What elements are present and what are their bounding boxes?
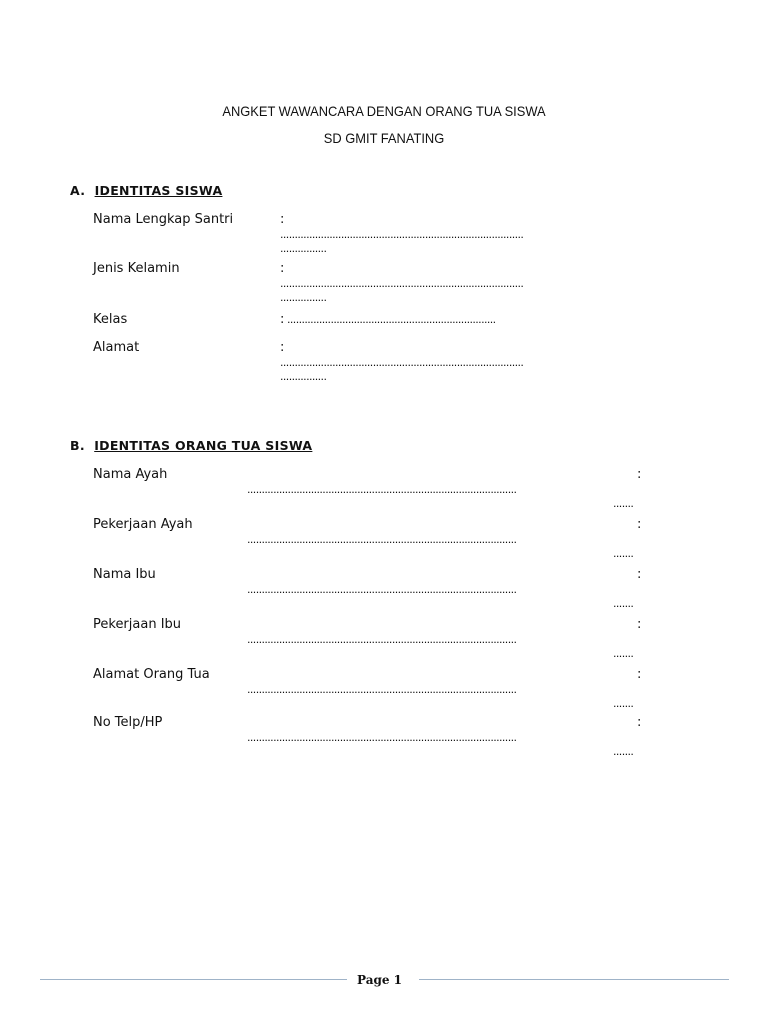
field-label: Nama Ayah — [93, 467, 168, 482]
field-fill-line-continued[interactable]: ................ — [280, 370, 327, 383]
field-colon: : — [637, 617, 642, 632]
field-fill-line[interactable]: .................................................................................... — [280, 277, 524, 290]
footer-rule-right — [419, 979, 729, 980]
field-fill-line[interactable]: .................................................................................... — [280, 356, 524, 369]
footer-rule-left — [40, 979, 347, 980]
section-title: IDENTITAS SISWA — [94, 183, 223, 198]
field-fill-line-continued[interactable]: ................ — [280, 242, 327, 255]
field-fill-line[interactable]: ............................................................................................. — [247, 683, 517, 696]
field-label: Kelas — [93, 312, 128, 327]
field-label: Nama Lengkap Santri — [93, 212, 234, 227]
field-fill-line[interactable]: ............................................................................................. — [247, 583, 517, 596]
field-label: Pekerjaan Ibu — [93, 617, 182, 632]
field-label: Jenis Kelamin — [93, 261, 180, 276]
field-fill-line[interactable]: ............................................................................................. — [247, 633, 517, 646]
field-fill-line-continued[interactable]: ....... — [613, 597, 634, 610]
field-fill-line[interactable]: .................................................................................... — [280, 228, 524, 241]
document-subtitle: SD GMIT FANATING — [323, 130, 445, 146]
field-fill-line-continued[interactable]: ....... — [613, 745, 634, 758]
field-fill-line-continued[interactable]: ................ — [280, 291, 327, 304]
field-fill-line[interactable]: ........................................................................ — [287, 313, 496, 326]
field-fill-line-continued[interactable]: ....... — [613, 547, 634, 560]
field-fill-line[interactable]: ............................................................................................. — [247, 483, 517, 496]
field-fill-line-continued[interactable]: ....... — [613, 497, 634, 510]
field-fill-line-continued[interactable]: ....... — [613, 697, 634, 710]
field-label: Alamat — [93, 340, 140, 355]
field-colon: : — [637, 517, 642, 532]
field-label: Pekerjaan Ayah — [93, 517, 193, 532]
document-title: ANGKET WAWANCARA DENGAN ORANG TUA SISWA — [222, 103, 546, 119]
field-colon: : — [280, 340, 285, 355]
field-label: Nama Ibu — [93, 567, 156, 582]
section-a-heading — [70, 183, 222, 199]
field-colon: : — [637, 715, 642, 730]
field-colon: : — [637, 667, 642, 682]
section-title: IDENTITAS ORANG TUA SISWA — [94, 438, 313, 453]
field-fill-line[interactable]: ............................................................................................. — [247, 533, 517, 546]
field-fill-line-continued[interactable]: ....... — [613, 647, 634, 660]
field-colon: : — [280, 212, 285, 227]
section-letter: A. — [70, 183, 86, 198]
field-colon: : — [637, 567, 642, 582]
field-colon: : — [280, 312, 285, 327]
section-b-heading — [70, 438, 312, 454]
field-label: Alamat Orang Tua — [93, 667, 210, 682]
field-fill-line[interactable]: ............................................................................................. — [247, 731, 517, 744]
page-number: Page 1 — [357, 973, 403, 987]
field-colon: : — [637, 467, 642, 482]
field-label: No Telp/HP — [93, 715, 163, 730]
field-colon: : — [280, 261, 285, 276]
section-letter: B. — [70, 438, 85, 453]
